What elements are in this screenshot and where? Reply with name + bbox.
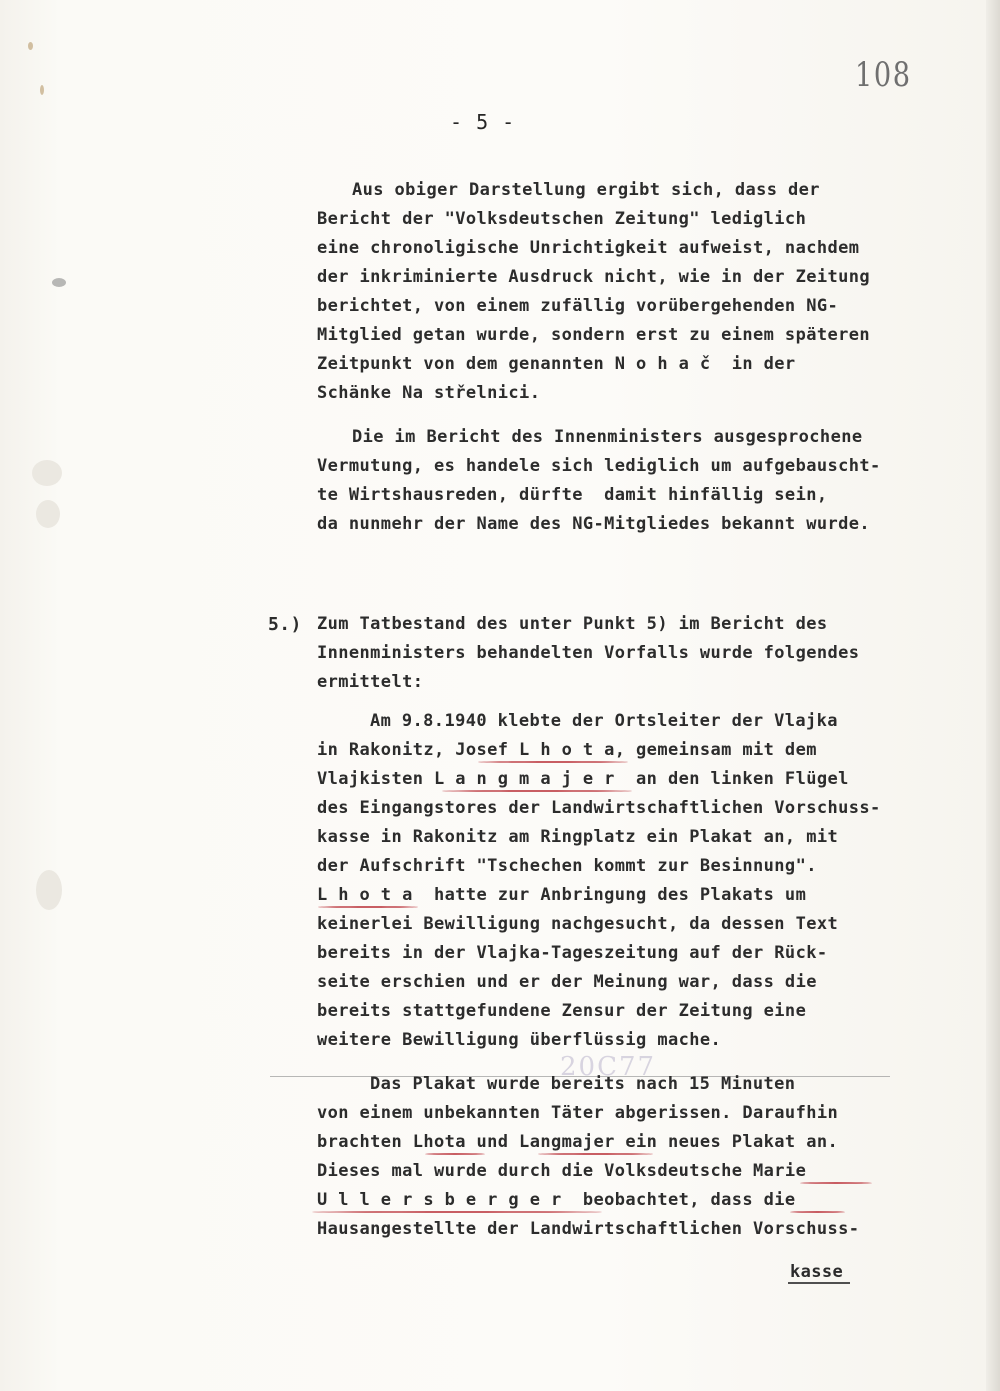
section-number: 5.) [268,614,302,635]
catchword: kasse [790,1262,844,1282]
text-line: te Wirtshausreden, dürfte damit hinfällig sein, [317,485,828,505]
text-line: Die im Bericht des Innenministers ausgesprochene [352,427,863,447]
text-line: U l l e r s b e r g e r beobachtet, dass die [317,1190,796,1210]
text-line: Aus obiger Darstellung ergibt sich, dass der [352,180,820,200]
red-underline [312,1211,602,1213]
text-line: in Rakonitz, Josef L h o t a, gemeinsam mit dem [317,740,817,760]
page-number: - 5 - [450,110,516,134]
red-underline [442,790,632,792]
text-line: seite erschien und er der Meinung war, dass die [317,972,817,992]
text-line: Hausangestellte der Landwirtschaftlichen Vorschuss- [317,1219,860,1239]
text-line: L h o t a hatte zur Anbringung des Plakats um [317,885,807,905]
punch-hole [36,500,60,528]
text-line: berichtet, von einem zufällig vorübergehenden NG- [317,296,839,316]
stain-mark [40,85,44,95]
page-edge [986,0,1000,1391]
text-line: Vermutung, es handele sich lediglich um aufgebauscht- [317,456,881,476]
text-line: bereits stattgefundene Zensur der Zeitung eine [317,1001,807,1021]
text-line: weitere Bewilligung überflüssig mache. [317,1030,722,1050]
text-line: Das Plakat wurde bereits nach 15 Minuten [370,1074,796,1094]
red-underline [478,761,628,763]
text-line: bereits in der Vlajka-Tageszeitung auf der Rück- [317,943,828,963]
text-line: Zeitpunkt von dem genannten N o h a č in der [317,354,796,374]
punch-hole [36,870,62,910]
text-line: kasse in Rakonitz am Ringplatz ein Plakat an, mit [317,827,839,847]
red-underline [800,1182,872,1184]
text-line: Innenministers behandelten Vorfalls wurde folgendes [317,643,860,663]
text-line: keinerlei Bewilligung nachgesucht, da dessen Text [317,914,839,934]
red-underline [318,906,418,908]
text-line: Vlajkisten L a n g m a j e r an den linken Flügel [317,769,849,789]
stain-mark [28,42,33,50]
text-line: Am 9.8.1940 klebte der Ortsleiter der Vlajka [370,711,838,731]
red-underline [790,1211,845,1213]
text-line: Schänke Na střelnici. [317,383,541,403]
text-line: des Eingangstores der Landwirtschaftlichen Vorschuss- [317,798,881,818]
text-line: Mitglied getan wurde, sondern erst zu einem späteren [317,325,871,345]
folio-number: 108 [855,55,912,95]
text-line: von einem unbekannten Täter abgerissen. Daraufhin [317,1103,839,1123]
text-line: der Aufschrift "Tschechen kommt zur Besinnung". [317,856,817,876]
text-line: eine chronoligische Unrichtigkeit aufweist, nachdem [317,238,860,258]
faint-stamp: 20C77 [560,1052,657,1082]
text-line: ermittelt: [317,672,424,692]
text-line: brachten Lhota und Langmajer ein neues Plakat an. [317,1132,839,1152]
red-underline [538,1153,653,1155]
text-line: der inkriminierte Ausdruck nicht, wie in der Zeitung [317,267,871,287]
red-underline [425,1153,485,1155]
punch-hole [32,460,62,486]
text-line: Bericht der "Volksdeutschen Zeitung" lediglich [317,209,807,229]
text-line: da nunmehr der Name des NG-Mitgliedes bekannt wurde. [317,514,871,534]
text-line: Dieses mal wurde durch die Volksdeutsche Marie [317,1161,807,1181]
stain-mark [52,278,66,287]
red-underline [788,1282,850,1284]
text-line: Zum Tatbestand des unter Punkt 5) im Bericht des [317,614,828,634]
